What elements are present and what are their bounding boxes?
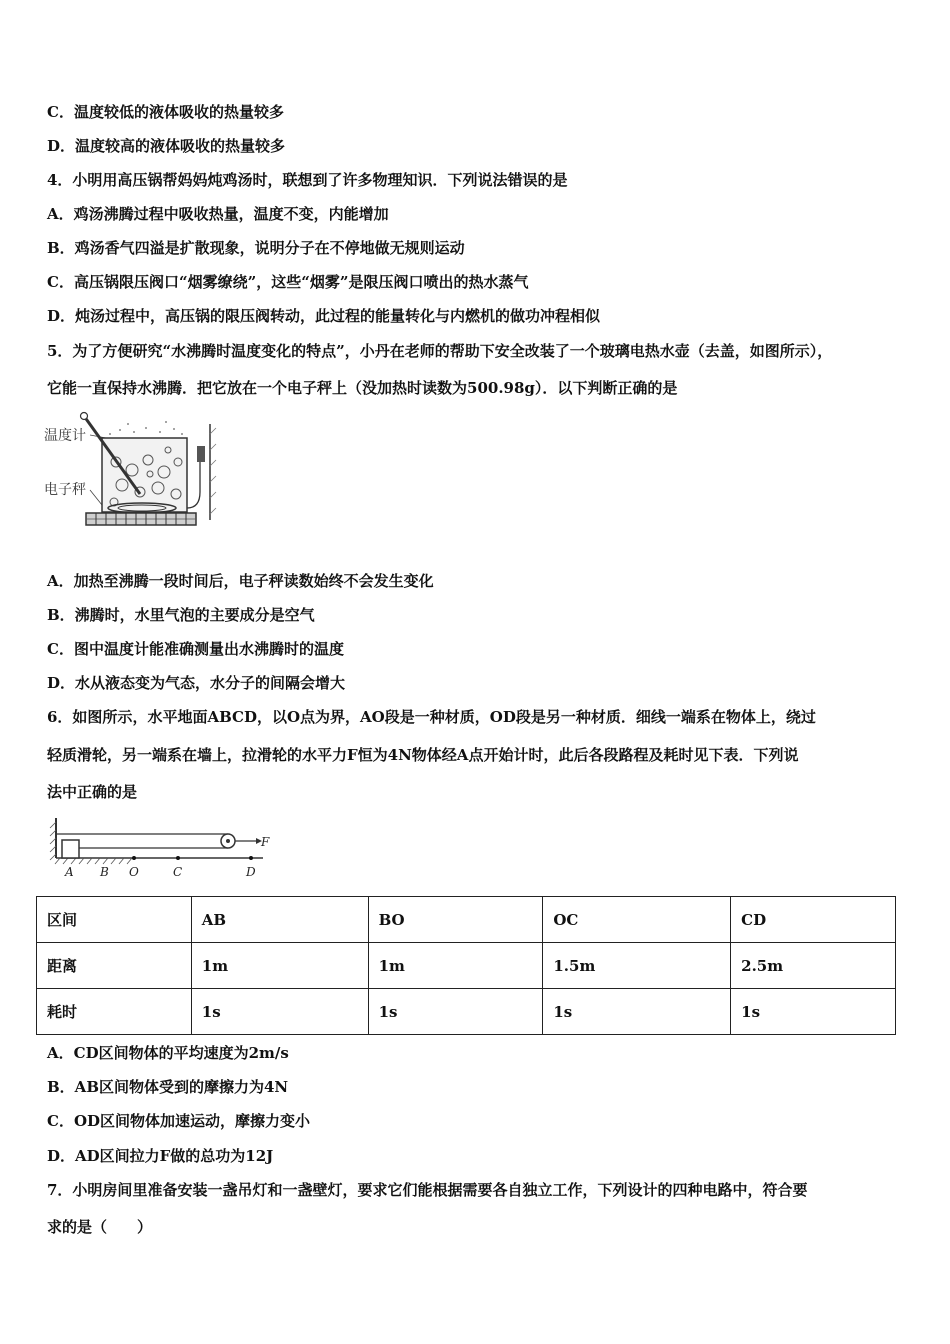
q5-option-a: A．加热至沸腾一段时间后，电子秤读数始终不会发生变化 bbox=[47, 572, 434, 590]
q6-stem-line2: 轻质滑轮，另一端系在墙上，拉滑轮的水平力F恒为4N物体经A点开始计时，此后各段路程及耗时见下表．下列说 bbox=[47, 746, 799, 764]
table-row bbox=[37, 989, 896, 1035]
table-row bbox=[37, 897, 896, 943]
point-label-c: C bbox=[173, 865, 183, 879]
q4-option-d: D．炖汤过程中，高压锅的限压阀转动，此过程的能量转化与内燃机的做功冲程相似 bbox=[47, 307, 601, 325]
point-label-o: O bbox=[129, 865, 139, 879]
point-label-a: A bbox=[65, 865, 74, 879]
distance-time-table bbox=[36, 896, 896, 1035]
point-label-d: D bbox=[246, 865, 256, 879]
q5-stem-line1: 5．为了方便研究“水沸腾时温度变化的特点”，小丹在老师的帮助下安全改装了一个玻璃电热水壶（去盖，如图所示）， bbox=[47, 342, 833, 360]
q6-option-d: D．AD区间拉力F做的总功为12J bbox=[47, 1147, 274, 1165]
q5-option-c: C．图中温度计能准确测量出水沸腾时的温度 bbox=[47, 640, 344, 658]
table-cell: 1s bbox=[543, 989, 731, 1035]
q7-stem-line1: 7．小明房间里准备安装一盏吊灯和一盏壁灯，要求它们能根据需要各自独立工作，下列设计的四种电路中，符合要 bbox=[47, 1181, 808, 1199]
q4-stem: 4．小明用高压锅帮妈妈炖鸡汤时，联想到了许多物理知识．下列说法错误的是 bbox=[47, 171, 568, 189]
table-cell: 区间 bbox=[37, 897, 192, 943]
q6-option-a: A．CD区间物体的平均速度为2m/s bbox=[47, 1044, 289, 1062]
table-cell: 1m bbox=[368, 943, 543, 989]
table-cell: 1m bbox=[191, 943, 368, 989]
force-label-f: F bbox=[261, 835, 270, 849]
kettle-scale-figure bbox=[42, 410, 232, 550]
q4-option-a: A．鸡汤沸腾过程中吸收热量，温度不变，内能增加 bbox=[47, 205, 389, 223]
table-cell: AB bbox=[191, 897, 368, 943]
q5-option-b: B．沸腾时，水里气泡的主要成分是空气 bbox=[47, 606, 315, 624]
table-cell: 1s bbox=[191, 989, 368, 1035]
thermometer-label: 温度计 bbox=[44, 428, 86, 444]
table-cell: CD bbox=[731, 897, 896, 943]
pulley-ground-figure bbox=[48, 814, 278, 882]
q6-stem-line3: 法中正确的是 bbox=[47, 783, 138, 801]
q4-option-c: C．高压锅限压阀口“烟雾缭绕”，这些“烟雾”是限压阀口喷出的热水蒸气 bbox=[47, 273, 529, 291]
table-cell: 1.5m bbox=[543, 943, 731, 989]
q7-stem-line2: 求的是（ ） bbox=[47, 1218, 153, 1236]
q5-option-d: D．水从液态变为气态，水分子的间隔会增大 bbox=[47, 674, 346, 692]
table-cell: BO bbox=[368, 897, 543, 943]
q3-option-d: D．温度较高的液体吸收的热量较多 bbox=[47, 137, 286, 155]
q6-option-b: B．AB区间物体受到的摩擦力为4N bbox=[47, 1078, 289, 1096]
table-cell: 耗时 bbox=[37, 989, 192, 1035]
table-cell: 1s bbox=[731, 989, 896, 1035]
table-cell: 距离 bbox=[37, 943, 192, 989]
table-row bbox=[37, 943, 896, 989]
table-cell: OC bbox=[543, 897, 731, 943]
q6-option-c: C．OD区间物体加速运动，摩擦力变小 bbox=[47, 1112, 311, 1130]
q4-option-b: B．鸡汤香气四溢是扩散现象，说明分子在不停地做无规则运动 bbox=[47, 239, 465, 257]
scale-label: 电子秤 bbox=[44, 482, 86, 498]
q5-stem-line2: 它能一直保持水沸腾．把它放在一个电子秤上（没加热时读数为500.98g）．以下判断正确的是 bbox=[47, 379, 678, 397]
table-cell: 1s bbox=[368, 989, 543, 1035]
q6-stem-line1: 6．如图所示，水平地面ABCD，以O点为界，AO段是一种材质，OD段是另一种材质．细线一端系在物体上，绕过 bbox=[47, 708, 816, 726]
table-cell: 2.5m bbox=[731, 943, 896, 989]
q3-option-c: C．温度较低的液体吸收的热量较多 bbox=[47, 103, 284, 121]
point-label-b: B bbox=[100, 865, 109, 879]
